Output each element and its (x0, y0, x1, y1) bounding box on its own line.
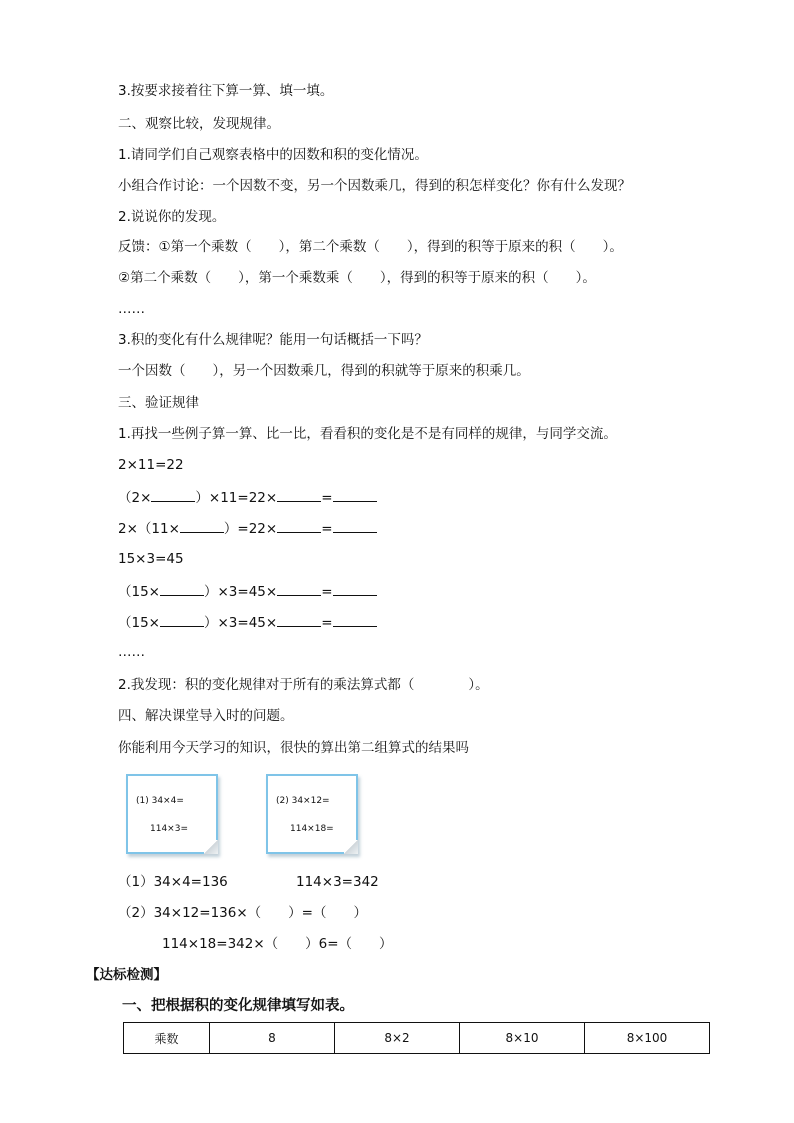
page-curl-icon (204, 840, 218, 854)
answer-blank[interactable] (333, 519, 377, 533)
page-curl-icon (344, 840, 358, 854)
answer-blank[interactable] (277, 613, 321, 627)
answer-blank[interactable] (277, 488, 321, 502)
exercise-part: = (321, 615, 333, 631)
answer-blank[interactable] (160, 613, 204, 627)
exercise-part: ）=22× (223, 521, 278, 537)
rule-question: 3.积的变化有什么规律呢？能用一句话概括一下吗？ (118, 332, 428, 348)
answer-blank[interactable] (151, 488, 195, 502)
note-line: (2) 34×12= (276, 796, 330, 806)
exercise-row (118, 582, 377, 601)
step-3-instruction: 3.按要求接着往下算一算、填一填。 (118, 83, 334, 99)
exercise-part: = (321, 584, 333, 600)
feedback-1: 反馈：①第一个乘数（ ），第二个乘数（ ），得到的积等于原来的积（ ）。 (118, 239, 623, 255)
intro-question: 你能利用今天学习的知识，很快的算出第二组算式的结果吗 (118, 740, 469, 756)
exercise-part: = (321, 490, 333, 506)
example-2: 15×3=45 (118, 551, 184, 567)
answer-blank[interactable] (333, 613, 377, 627)
section-heading: 【达标检测】 (86, 967, 167, 983)
note-line: 114×18= (290, 824, 334, 834)
section-2-heading: 二、观察比较，发现规律。 (118, 116, 280, 132)
table-row (124, 1023, 710, 1054)
exercise-part: （15× (118, 584, 160, 600)
sticky-note-2 (266, 774, 358, 854)
table-cell: 8×100 (585, 1023, 710, 1054)
discovery-statement: 2.我发现：积的变化规律对于所有的乘法算式都（ ）。 (118, 677, 489, 693)
example-1: 2×11=22 (118, 457, 184, 473)
section-3-heading: 三、验证规律 (118, 395, 199, 411)
ellipsis-2: …… (118, 644, 145, 660)
question-1-title: 一、把根据积的变化规律填写如表。 (122, 998, 354, 1014)
table-cell: 8×2 (335, 1023, 460, 1054)
table-cell: 8 (210, 1023, 335, 1054)
answer-blank[interactable] (180, 519, 224, 533)
answer-blank[interactable] (160, 582, 204, 596)
group-discussion: 小组合作讨论：一个因数不变，另一个因数乘几，得到的积怎样变化？你有什么发现？ (118, 178, 631, 194)
ellipsis-1: …… (118, 301, 145, 317)
exercise-part: ）×3=45× (204, 615, 278, 631)
answer-blank[interactable] (333, 488, 377, 502)
factor-table (123, 1022, 710, 1054)
exercise-row (118, 613, 377, 632)
exercise-part: （2× (118, 490, 152, 506)
table-cell: 8×10 (460, 1023, 585, 1054)
verify-instruction: 1.再找一些例子算一算、比一比，看看积的变化是不是有同样的规律，与同学交流。 (118, 426, 617, 442)
table-cell: 乘数 (124, 1023, 210, 1054)
share-findings: 2.说说你的发现。 (118, 209, 226, 225)
note-line: 114×3= (150, 824, 188, 834)
answer-blank[interactable] (333, 582, 377, 596)
observe-instruction: 1.请同学们自己观察表格中的因数和积的变化情况。 (118, 147, 428, 163)
answer-line-3: 114×18=342×（ ）6=（ ） (162, 936, 393, 952)
sticky-note-1 (126, 774, 218, 854)
note-line: (1) 34×4= (136, 796, 184, 806)
answer-blank[interactable] (277, 582, 321, 596)
answer-line-2: （2）34×12=136×（ ）=（ ） (118, 905, 367, 921)
exercise-row (118, 519, 377, 538)
exercise-part: （15× (118, 615, 160, 631)
exercise-part: 2×（11× (118, 521, 180, 537)
exercise-part: = (321, 521, 333, 537)
rule-summary: 一个因数（ ），另一个因数乘几，得到的积就等于原来的积乘几。 (118, 363, 530, 379)
answer-blank[interactable] (277, 519, 321, 533)
exercise-part: ）×3=45× (204, 584, 278, 600)
answer-line-1: （1）34×4=136 (118, 874, 228, 890)
answer-line-1b: 114×3=342 (296, 874, 379, 890)
exercise-row (118, 488, 377, 507)
exercise-part: ）×11=22× (195, 490, 278, 506)
section-4-heading: 四、解决课堂导入时的问题。 (118, 708, 294, 724)
feedback-2: ②第二个乘数（ ），第一个乘数乘（ ），得到的积等于原来的积（ ）。 (118, 270, 596, 286)
